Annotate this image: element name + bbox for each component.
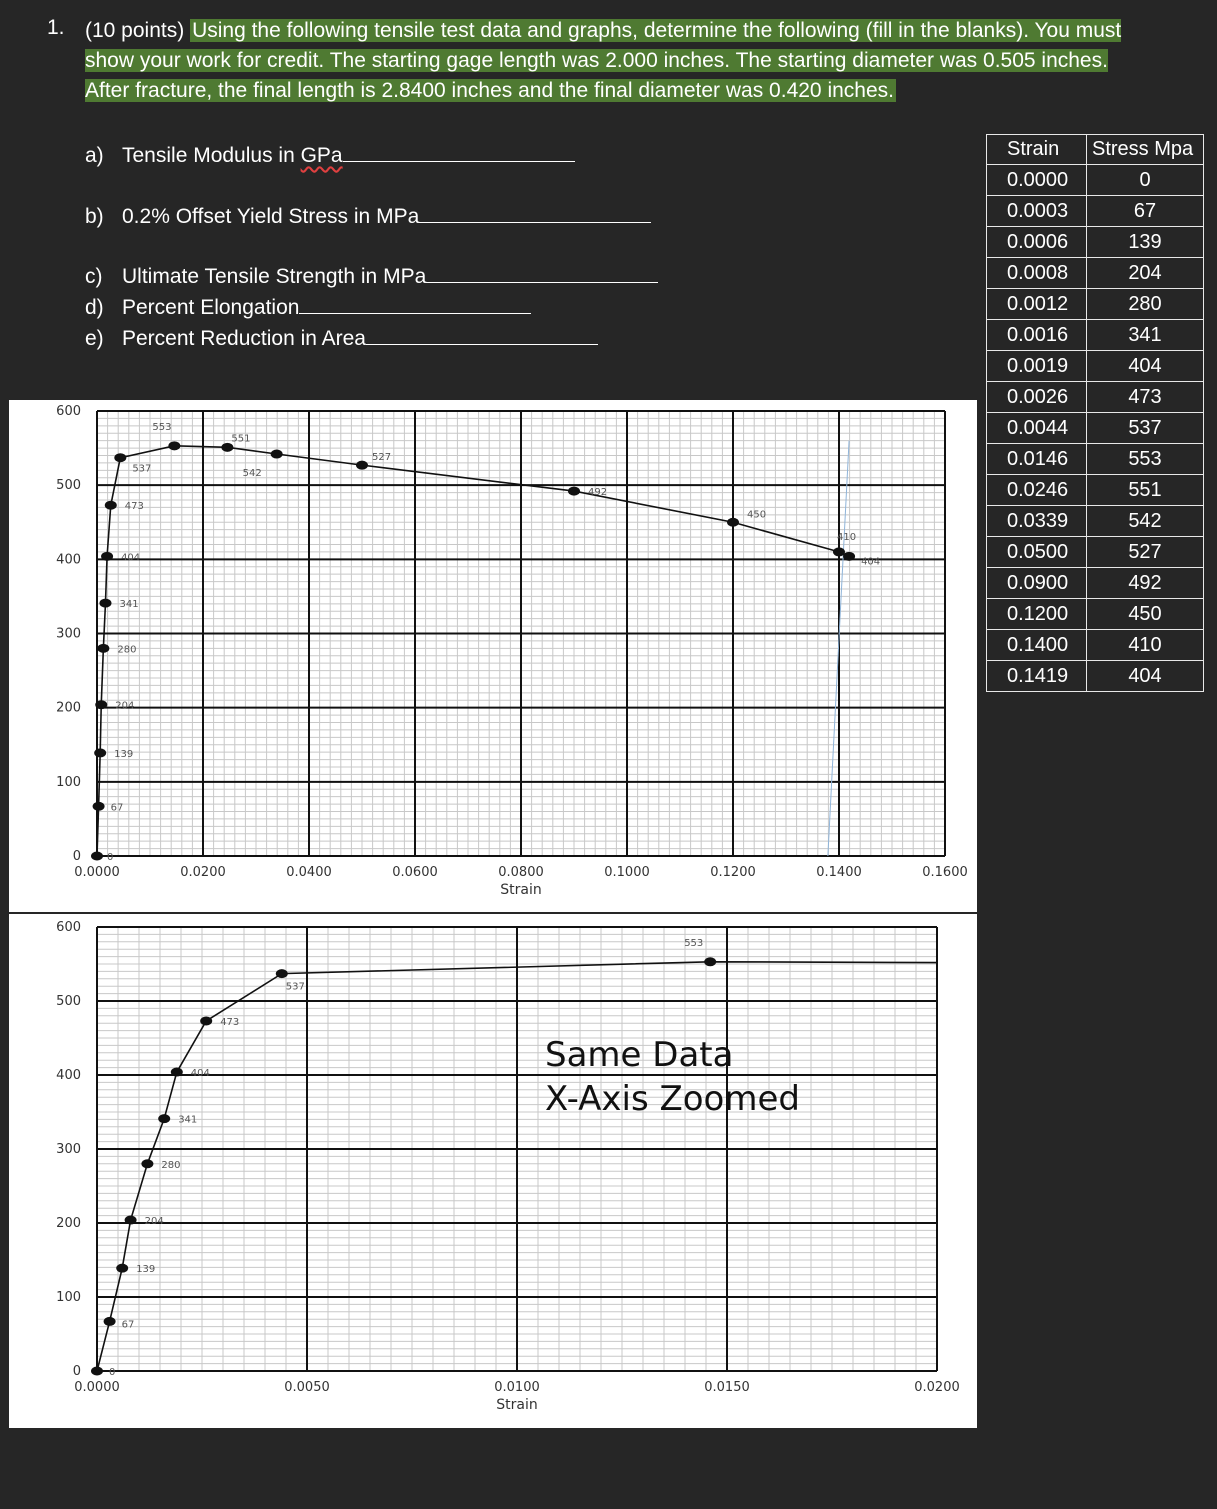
y-tick-label: 0	[72, 849, 81, 864]
stress-cell: 553	[1087, 444, 1204, 475]
x-tick-label: 0.0000	[74, 1380, 120, 1395]
y-tick-label: 300	[56, 626, 81, 642]
data-point	[97, 644, 109, 653]
strain-cell: 0.0044	[987, 413, 1087, 444]
strain-cell: 0.0016	[987, 320, 1087, 351]
stress-cell: 67	[1087, 196, 1204, 227]
table-row	[987, 413, 1204, 444]
strain-cell: 0.0900	[987, 568, 1087, 599]
data-point	[843, 552, 855, 561]
x-tick-label: 0.0000	[74, 865, 120, 880]
table-row	[987, 630, 1204, 661]
data-label: 542	[242, 468, 262, 480]
x-tick-label: 0.1400	[816, 865, 862, 880]
x-tick-label: 0.0200	[180, 865, 226, 880]
data-point	[114, 453, 126, 462]
y-tick-label: 500	[56, 478, 81, 494]
x-tick-label: 0.0600	[392, 865, 438, 880]
question-points: (10 points)	[85, 19, 185, 42]
item-e	[85, 324, 598, 351]
table-row	[987, 165, 1204, 196]
data-label: 492	[588, 487, 608, 499]
y-tick-label: 100	[56, 1290, 81, 1305]
x-axis-label: Strain	[496, 1397, 538, 1413]
data-label: 473	[124, 501, 144, 513]
data-point	[105, 501, 117, 510]
x-tick-label: 0.0100	[494, 1380, 540, 1395]
data-label: 404	[861, 556, 881, 568]
table-row	[987, 227, 1204, 258]
data-point	[101, 552, 113, 561]
strain-cell: 0.1200	[987, 599, 1087, 630]
data-label: 553	[684, 937, 704, 949]
data-point	[727, 518, 739, 527]
data-point	[91, 852, 103, 861]
data-label: 341	[178, 1114, 198, 1126]
data-label: 341	[119, 599, 139, 611]
stress-cell: 280	[1087, 289, 1204, 320]
stress-cell: 404	[1087, 661, 1204, 692]
data-label: 537	[285, 981, 305, 993]
data-label: 404	[121, 552, 141, 564]
data-label: 139	[136, 1264, 156, 1276]
data-point	[104, 1317, 116, 1326]
y-tick-label: 200	[56, 1216, 81, 1231]
strain-cell: 0.0339	[987, 506, 1087, 537]
x-tick-label: 0.1600	[922, 865, 968, 880]
table-row	[987, 506, 1204, 537]
chart-annotation: X-Axis Zoomed	[545, 1079, 800, 1119]
answer-blank-a[interactable]	[343, 141, 575, 162]
data-label: 0	[109, 1367, 116, 1378]
x-tick-label: 0.1000	[604, 865, 650, 880]
table-row	[987, 661, 1204, 692]
data-point	[94, 748, 106, 757]
x-tick-label: 0.1200	[710, 865, 756, 880]
x-tick-label: 0.0150	[704, 1380, 750, 1395]
stress-cell: 0	[1087, 165, 1204, 196]
question-number: 1.	[47, 16, 65, 39]
stress-cell: 204	[1087, 258, 1204, 289]
item-text: Ultimate Tensile Strength in MPa	[122, 265, 427, 288]
strain-cell: 0.0006	[987, 227, 1087, 258]
strain-cell: 0.0500	[987, 537, 1087, 568]
stress-cell: 139	[1087, 227, 1204, 258]
data-point	[158, 1114, 170, 1123]
data-label: 537	[132, 463, 152, 475]
data-label: 450	[747, 509, 767, 521]
strain-cell: 0.0026	[987, 382, 1087, 413]
item-text: 0.2% Offset Yield Stress in MPa	[122, 205, 420, 228]
x-axis-label: Strain	[500, 882, 542, 898]
data-label: 551	[231, 433, 251, 445]
data-point	[116, 1264, 128, 1273]
y-tick-label: 0	[72, 1364, 81, 1379]
stress-cell: 473	[1087, 382, 1204, 413]
table-header-stress: Stress Mpa	[1087, 135, 1204, 165]
data-label: 139	[114, 748, 134, 760]
y-tick-label: 600	[56, 920, 81, 935]
item-label: a)	[85, 144, 104, 167]
stress-cell: 410	[1087, 630, 1204, 661]
y-tick-label: 200	[56, 700, 81, 716]
data-point	[125, 1216, 137, 1225]
strain-cell: 0.0019	[987, 351, 1087, 382]
y-tick-label: 100	[56, 774, 81, 790]
table-row	[987, 599, 1204, 630]
x-tick-label: 0.0800	[498, 865, 544, 880]
data-label: 280	[117, 644, 137, 656]
table-row	[987, 320, 1204, 351]
data-label: 553	[152, 421, 172, 433]
item-label: e)	[85, 327, 104, 350]
item-label: c)	[85, 265, 103, 288]
strain-cell: 0.1400	[987, 630, 1087, 661]
table-row	[987, 444, 1204, 475]
chart1-svg	[9, 400, 977, 912]
strain-cell: 0.0146	[987, 444, 1087, 475]
stress-strain-chart-zoomed	[9, 914, 977, 1428]
x-tick-label: 0.0200	[914, 1380, 960, 1395]
stress-strain-chart-full	[9, 400, 977, 912]
item-d	[85, 293, 531, 320]
strain-cell: 0.0008	[987, 258, 1087, 289]
table-header-strain: Strain	[987, 135, 1087, 165]
data-point	[276, 969, 288, 978]
answer-blank-b[interactable]	[419, 202, 651, 223]
x-tick-label: 0.0050	[284, 1380, 330, 1395]
item-c	[85, 262, 658, 289]
question-prompt: Using the following tensile test data and graphs, determine the following (fill in the blanks). You must show your work for credit. The starting gage length was 2.000 inches. The starting diameter was 0.505 inches. After fracture, the final length is 2.8400 inches and the final diameter was 0.420 inches.	[85, 19, 1122, 102]
y-tick-label: 400	[56, 1068, 81, 1083]
data-point	[168, 441, 180, 450]
data-point	[171, 1068, 183, 1077]
data-point	[200, 1016, 212, 1025]
data-label: 280	[161, 1159, 181, 1171]
strain-cell: 0.0003	[987, 196, 1087, 227]
strain-cell: 0.0246	[987, 475, 1087, 506]
answer-blank-d[interactable]	[299, 293, 531, 314]
stress-cell: 542	[1087, 506, 1204, 537]
table-row	[987, 537, 1204, 568]
strain-cell: 0.0012	[987, 289, 1087, 320]
table-row	[987, 258, 1204, 289]
data-label: 527	[372, 452, 392, 464]
y-tick-label: 600	[56, 404, 81, 419]
data-point	[271, 450, 283, 459]
y-tick-label: 400	[56, 552, 81, 568]
item-label: d)	[85, 296, 104, 319]
table-header-row	[987, 135, 1204, 165]
data-label: 0	[107, 852, 114, 863]
y-tick-label: 300	[56, 1142, 81, 1157]
data-label: 204	[115, 700, 135, 712]
data-point	[93, 802, 105, 811]
x-tick-label: 0.0400	[286, 865, 332, 880]
data-point	[95, 700, 107, 709]
answer-blank-c[interactable]	[426, 262, 658, 283]
y-tick-label: 500	[56, 994, 81, 1009]
data-label: 67	[121, 1319, 135, 1331]
answer-blank-e[interactable]	[366, 324, 598, 345]
item-text: Tensile Modulus in	[122, 144, 301, 167]
data-point	[568, 487, 580, 496]
data-label: 404	[190, 1068, 210, 1080]
stress-cell: 527	[1087, 537, 1204, 568]
table-row	[987, 382, 1204, 413]
data-point	[704, 957, 716, 966]
item-text: Percent Elongation	[122, 296, 300, 319]
table-row	[987, 475, 1204, 506]
chart-annotation: Same Data	[545, 1035, 734, 1075]
table-row	[987, 568, 1204, 599]
data-label: 204	[144, 1216, 164, 1228]
item-b	[85, 202, 651, 229]
table-row	[987, 289, 1204, 320]
item-unit: GPa	[300, 144, 343, 167]
stress-cell: 450	[1087, 599, 1204, 630]
stress-cell: 492	[1087, 568, 1204, 599]
table-row	[987, 351, 1204, 382]
item-a	[85, 141, 575, 168]
data-point	[356, 461, 368, 470]
stress-strain-table	[986, 134, 1204, 692]
data-label: 67	[110, 802, 124, 814]
stress-cell: 537	[1087, 413, 1204, 444]
stress-cell: 551	[1087, 475, 1204, 506]
stress-cell: 404	[1087, 351, 1204, 382]
question-text	[85, 16, 1125, 106]
data-label: 410	[837, 531, 857, 543]
data-point	[99, 599, 111, 608]
stress-cell: 341	[1087, 320, 1204, 351]
data-point	[833, 547, 845, 556]
strain-cell: 0.1419	[987, 661, 1087, 692]
item-label: b)	[85, 205, 104, 228]
chart2-svg	[9, 914, 977, 1428]
item-text: Percent Reduction in Area	[122, 327, 366, 350]
data-label: 473	[220, 1016, 240, 1028]
data-point	[91, 1367, 103, 1376]
table-row	[987, 196, 1204, 227]
data-point	[141, 1159, 153, 1168]
strain-cell: 0.0000	[987, 165, 1087, 196]
